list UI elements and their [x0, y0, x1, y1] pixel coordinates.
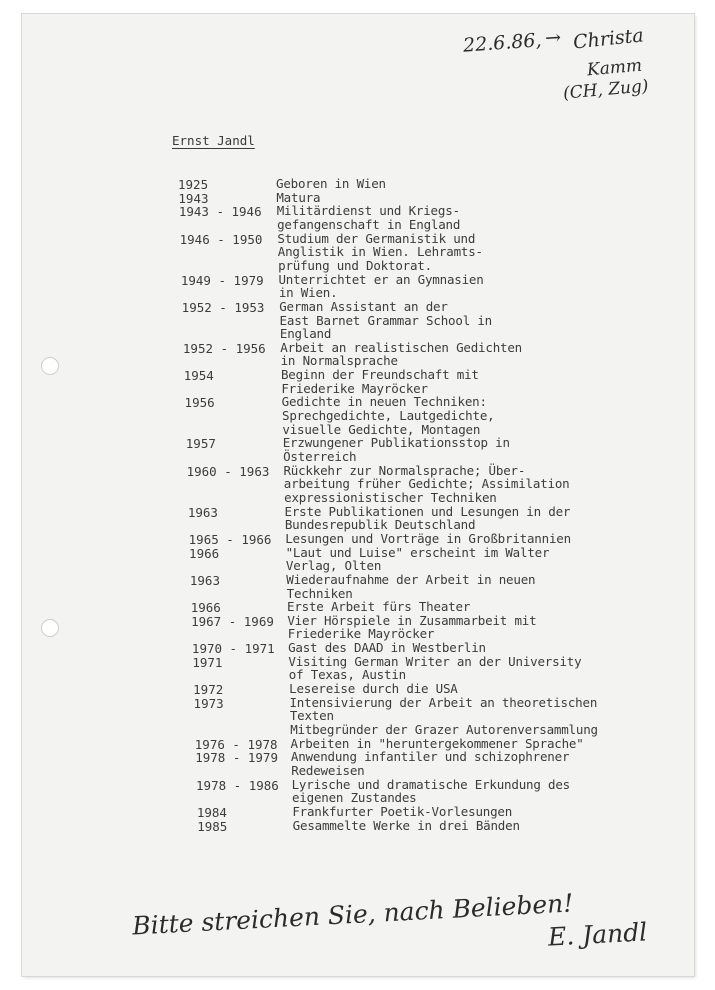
entry-text-line: Verlag, Olten: [285, 558, 382, 574]
handwritten-remark: Bitte streichen Sie, nach Belieben!: [131, 888, 574, 941]
entry-text-line: East Barnet Grammar School in: [279, 312, 492, 328]
entry-year: 1978 - 1979: [195, 750, 278, 766]
entry-text-line: in Wien.: [278, 285, 338, 301]
handwritten-place: (CH, Zug): [562, 76, 650, 104]
entry-text-line: Wiederaufnahme der Arbeit in neuen: [286, 571, 536, 587]
entry-text-line: Arbeiten in "heruntergekommener Sprache": [290, 735, 584, 751]
entry-year: 1976 - 1978: [194, 736, 278, 752]
entry-text-line: Arbeit an realistischen Gedichten: [280, 339, 522, 355]
entry-text-line: arbeitung früher Gedichte; Assimilation: [283, 476, 570, 492]
entry-text-line: German Assistant an der: [279, 298, 448, 314]
entry-text-line: Unterrichtet er an Gymnasien: [278, 271, 484, 287]
entry-text-line: Matura: [276, 189, 321, 205]
entry-year: 1954: [183, 368, 214, 384]
entry-text-line: Studium der Germanistik und: [277, 230, 476, 246]
handwritten-recipient: Christa: [572, 24, 645, 54]
entry-text-line: Anglistik in Wien. Lehramts-: [277, 244, 483, 260]
entry-text-line: Beginn der Freundschaft mit: [280, 367, 479, 383]
entry-text-line: "Laut und Luise" erscheint im Walter: [285, 544, 550, 560]
entry-year: 1967 - 1969: [191, 613, 274, 629]
entry-year: 1984: [196, 804, 227, 820]
entry-text-line: Geboren in Wien: [276, 176, 386, 191]
entry-text-line: England: [279, 326, 332, 342]
entry-year: 1943: [178, 190, 209, 206]
entry-year: 1965 - 1966: [188, 531, 272, 547]
entry-year: 1957: [185, 436, 216, 452]
entry-text-line: Texten: [289, 708, 334, 724]
entry-year: 1946 - 1950: [179, 231, 263, 247]
entry-text-line: gefangenschaft in England: [277, 216, 461, 232]
handwritten-arrow: →: [544, 26, 562, 50]
entry-text-line: Lyrische und dramatische Erkundung des: [291, 776, 570, 792]
entry-year: 1973: [193, 695, 224, 711]
entry-year: 1972: [193, 682, 224, 698]
entry-text-line: Mitbegründer der Grazer Autorenversammlung: [290, 722, 598, 737]
entry-year: 1949 - 1979: [180, 272, 264, 288]
entry-text-line: Sprechgedichte, Lautgedichte,: [282, 408, 495, 424]
entry-year: 1985: [197, 818, 228, 834]
entry-text-line: of Texas, Austin: [288, 667, 406, 683]
entry-year: 1970 - 1971: [191, 641, 275, 657]
entry-text-line: Lesereise durch die USA: [289, 681, 458, 697]
entry-text-line: eigenen Zustandes: [291, 790, 417, 806]
entry-text-line: Lesungen und Vorträge in Großbritannien: [285, 530, 571, 546]
entry-year: 1971: [192, 654, 223, 670]
entry-text-line: Rückkehr zur Normalsprache; Über-: [283, 462, 526, 478]
handwritten-recipient-surname: Kamm: [586, 55, 643, 81]
entry-text-line: Bundesrepublik Deutschland: [284, 517, 476, 533]
handwritten-signature: E. Jandl: [547, 917, 648, 952]
entry-text-line: Österreich: [283, 449, 357, 464]
entry-year: 1978 - 1986: [196, 777, 279, 793]
entry-text-line: visuelle Gedichte, Montagen: [282, 421, 481, 437]
entry-year: 1963: [187, 504, 218, 520]
punch-hole-top: [41, 357, 59, 375]
entry-text-line: Anwendung infantiler und schizophrener: [290, 749, 570, 765]
entry-text-line: prüfung und Doktorat.: [278, 257, 432, 273]
entry-text-line: in Normalsprache: [280, 353, 398, 369]
entry-text-line: Frankfurter Poetik-Vorlesungen: [292, 803, 513, 819]
entry-year: 1943 - 1946: [178, 204, 262, 220]
handwritten-date: 22.6.86,: [462, 29, 543, 57]
entry-text-line: expressionistischer Techniken: [284, 489, 497, 505]
entry-text-line: Erste Publikationen und Lesungen in der: [284, 503, 571, 519]
entry-text-line: Friederike Mayröcker: [281, 380, 428, 396]
entry-text-line: Techniken: [286, 585, 353, 601]
entry-text-line: Gedichte in neuen Techniken:: [281, 394, 487, 410]
document-title: Ernst Jandl: [172, 133, 255, 148]
entry-text-line: Erste Arbeit fürs Theater: [287, 599, 471, 615]
entry-text-line: Friederike Mayröcker: [287, 626, 435, 642]
entry-text-line: Visiting German Writer an der University: [288, 653, 582, 669]
entry-year: 1966: [189, 545, 220, 561]
entry-year: 1952 - 1956: [182, 340, 266, 356]
entry-text-line: Militärdienst und Kriegs-: [276, 203, 460, 219]
entry-text-line: Gast des DAAD in Westberlin: [288, 640, 486, 656]
entry-text-line: Gesammelte Werke in drei Bänden: [292, 817, 520, 833]
entry-text-line: Vier Hörspiele in Zusammarbeit mit: [287, 612, 537, 628]
entry-text-line: Erzwungener Publikationsstop in: [282, 435, 510, 451]
entry-year: 1956: [184, 395, 215, 411]
entry-year: 1952 - 1953: [181, 299, 265, 315]
entry-year: 1960 - 1963: [186, 463, 270, 479]
entry-year: 1925: [178, 177, 209, 192]
entry-year: 1963: [189, 572, 220, 588]
punch-hole-bottom: [41, 619, 59, 637]
entry-text-line: Intensivierung der Arbeit an theoretischen: [289, 694, 598, 710]
entry-year: 1966: [190, 600, 221, 616]
entry-text-line: Redeweisen: [291, 762, 365, 778]
